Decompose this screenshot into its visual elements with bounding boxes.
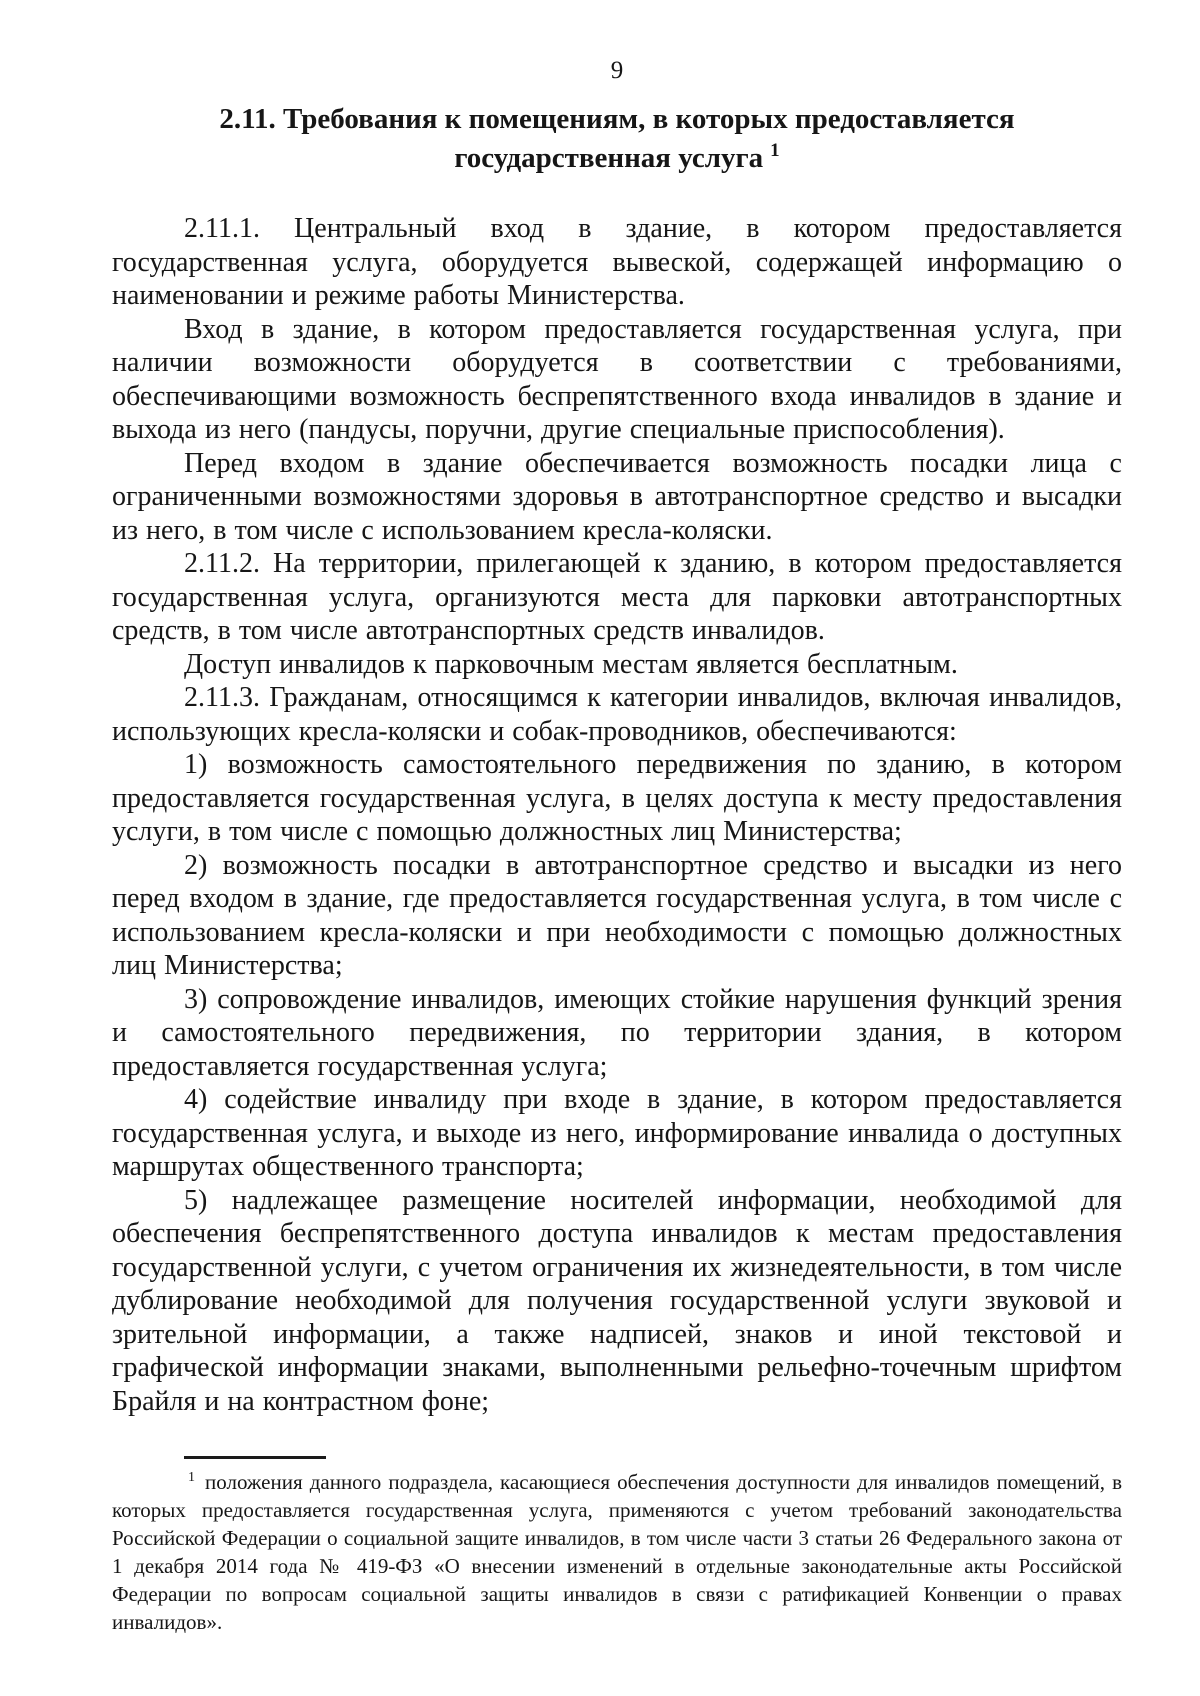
paragraph-item-1: 1) возможность самостоятельного передвижения по зданию, в котором предоставляется государственная услуга, в целях доступа к месту предоставления услуги, в том числе с помощью должностных лиц Министерства; xyxy=(112,749,1122,847)
paragraph-item-3: 3) сопровождение инвалидов, имеющих стойкие нарушения функций зрения и самостоятельного передвижения, по территории здания, в котором предоставляется государственная услуга; xyxy=(112,983,1122,1082)
footnote xyxy=(112,1468,1122,1636)
heading-line-2: государственная услуга xyxy=(454,142,764,174)
paragraph-2-11-2: 2.11.2. На территории, прилегающей к зданию, в котором предоставляется государственная услуга, организуются места для парковки автотранспортных средств, в том числе автотранспортных средств инвалидов. xyxy=(112,548,1122,646)
paragraph-item-2: 2) возможность посадки в автотранспортное средство и высадки из него перед входом в здание, где предоставляется государственная услуга, в том числе с использованием кресла-коляски и при необходимости с помощью должностных лиц Министерства; xyxy=(112,849,1122,981)
footnote-marker: 1 xyxy=(188,1470,195,1485)
section-heading xyxy=(112,100,1122,178)
paragraph-2-11-3: 2.11.3. Гражданам, относящимся к категории инвалидов, включая инвалидов, использующих кресла-коляски и собак-проводников, обеспечиваются: xyxy=(112,682,1122,747)
document-body xyxy=(112,212,1122,1418)
page-number: 9 xyxy=(610,57,624,84)
heading-line-1: 2.11. Требования к помещениям, в которых предоставляется xyxy=(219,103,1015,135)
paragraph-boarding: Перед входом в здание обеспечивается возможность посадки лица с ограниченными возможностями здоровья в автотранспортное средство и высадки из него, в том числе с использованием кресла-коляски. xyxy=(112,447,1122,546)
paragraph-item-4: 4) содействие инвалиду при входе в здание, в котором предоставляется государственная услуга, и выходе из него, информирование инвалида о доступных маршрутах общественного транспорта; xyxy=(112,1084,1122,1182)
footnote-text: положения данного подраздела, касающиеся обеспечения доступности для инвалидов помещений, в которых предоставляется государственная услуга, применяются с учетом требований законодательства Российской Федерации о социальной защите инвалидов, в том числе части 3 статьи 26 Федерального закона от 1 декабря 2014 года № 419-ФЗ «О внесении изменений в отдельные законодательные акты Российской Федерации по вопросам социальной защиты инвалидов в связи с ратификацией Конвенции о правах инвалидов». xyxy=(112,1470,1122,1634)
paragraph-entrance: Вход в здание, в котором предоставляется государственная услуга, при наличии возможности оборудуется в соответствии с требованиями, обеспечивающими возможность беспрепятственного входа инвалидов в здание и выхода из него (пандусы, поручни, другие специальные приспособления). xyxy=(112,313,1122,445)
paragraph-item-5: 5) надлежащее размещение носителей информации, необходимой для обеспечения беспрепятственного доступа инвалидов к местам предоставления государственной услуги, с учетом ограничения их жизнедеятельности, в том числе дублирование необходимой для получения государственной услуги звуковой и зрительной информации, а также надписей, знаков и иной текстовой и графической информации знаками, выполненными рельефно-точечным шрифтом Брайля и на контрастном фоне; xyxy=(112,1184,1122,1417)
heading-footnote-ref: 1 xyxy=(770,140,780,162)
footnote-separator xyxy=(184,1456,326,1459)
paragraph-parking-access: Доступ инвалидов к парковочным местам является бесплатным. xyxy=(184,648,958,680)
paragraph-2-11-1: 2.11.1. Центральный вход в здание, в котором предоставляется государственная услуга, оборудуется вывеской, содержащей информацию о наименовании и режиме работы Министерства. xyxy=(112,213,1122,311)
